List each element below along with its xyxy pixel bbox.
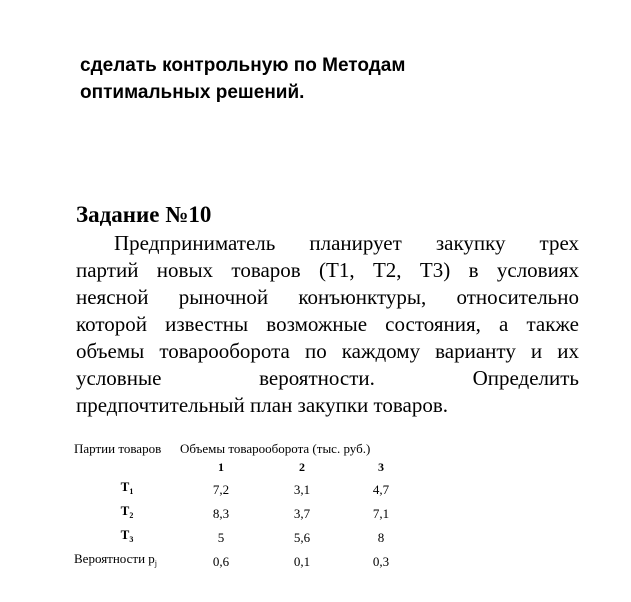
- request-line-1: сделать контрольную по Методам: [80, 55, 406, 76]
- table-header-row: [74, 439, 420, 458]
- turnover-table: [74, 439, 420, 573]
- task-line: которой известны возможные состояния, а также: [76, 312, 579, 336]
- probability-label: Вероятности $p_j$: [74, 551, 158, 568]
- table-cell: 4,7: [372, 481, 390, 497]
- state-number: 3: [378, 460, 384, 474]
- task-line: условные вероятности. Определить: [76, 366, 579, 390]
- header-turnover-volumes: Объемы товарооборота (тыс. руб.): [180, 441, 371, 456]
- table-row: [74, 477, 420, 501]
- row-label: $T_1$: [120, 479, 134, 496]
- table-cell: 8: [377, 529, 385, 545]
- request-line-2: оптимальных решений.: [80, 82, 305, 103]
- table-cell: 5: [217, 529, 225, 545]
- header-goods-batches: Партии товаров: [74, 441, 162, 456]
- task-line: партий новых товаров (Т1, Т2, Т3) в условиях: [76, 258, 579, 282]
- state-number: 1: [218, 460, 224, 474]
- table-cell: 8,3: [212, 505, 230, 521]
- table-cell: 7,2: [212, 481, 230, 497]
- task-line: неясной рыночной конъюнктуры, относительно: [76, 285, 579, 309]
- task-line: Предприниматель планирует закупку трех: [114, 231, 579, 255]
- task-title: Задание №10: [76, 202, 212, 227]
- probability-row: [74, 549, 420, 573]
- row-label: $T_3$: [120, 527, 134, 544]
- table-row: [74, 525, 420, 549]
- table-cell: 3,1: [293, 481, 311, 497]
- probability-cell: 0,3: [372, 553, 390, 569]
- probability-cell: 0,1: [293, 553, 311, 569]
- table-cell: 5,6: [293, 529, 311, 545]
- task-description: [76, 230, 579, 419]
- row-label: $T_2$: [120, 503, 134, 520]
- probability-cell: 0,6: [212, 553, 230, 569]
- request-text: [80, 52, 620, 106]
- task-line: предпочтительный план закупки товаров.: [76, 393, 449, 417]
- table-cell: 3,7: [293, 505, 311, 521]
- task-line: объемы товарооборота по каждому варианту и их: [76, 339, 579, 363]
- state-number: 2: [299, 460, 305, 474]
- table-cell: 7,1: [372, 505, 390, 521]
- table-row: [74, 501, 420, 525]
- state-number-row: [74, 458, 420, 477]
